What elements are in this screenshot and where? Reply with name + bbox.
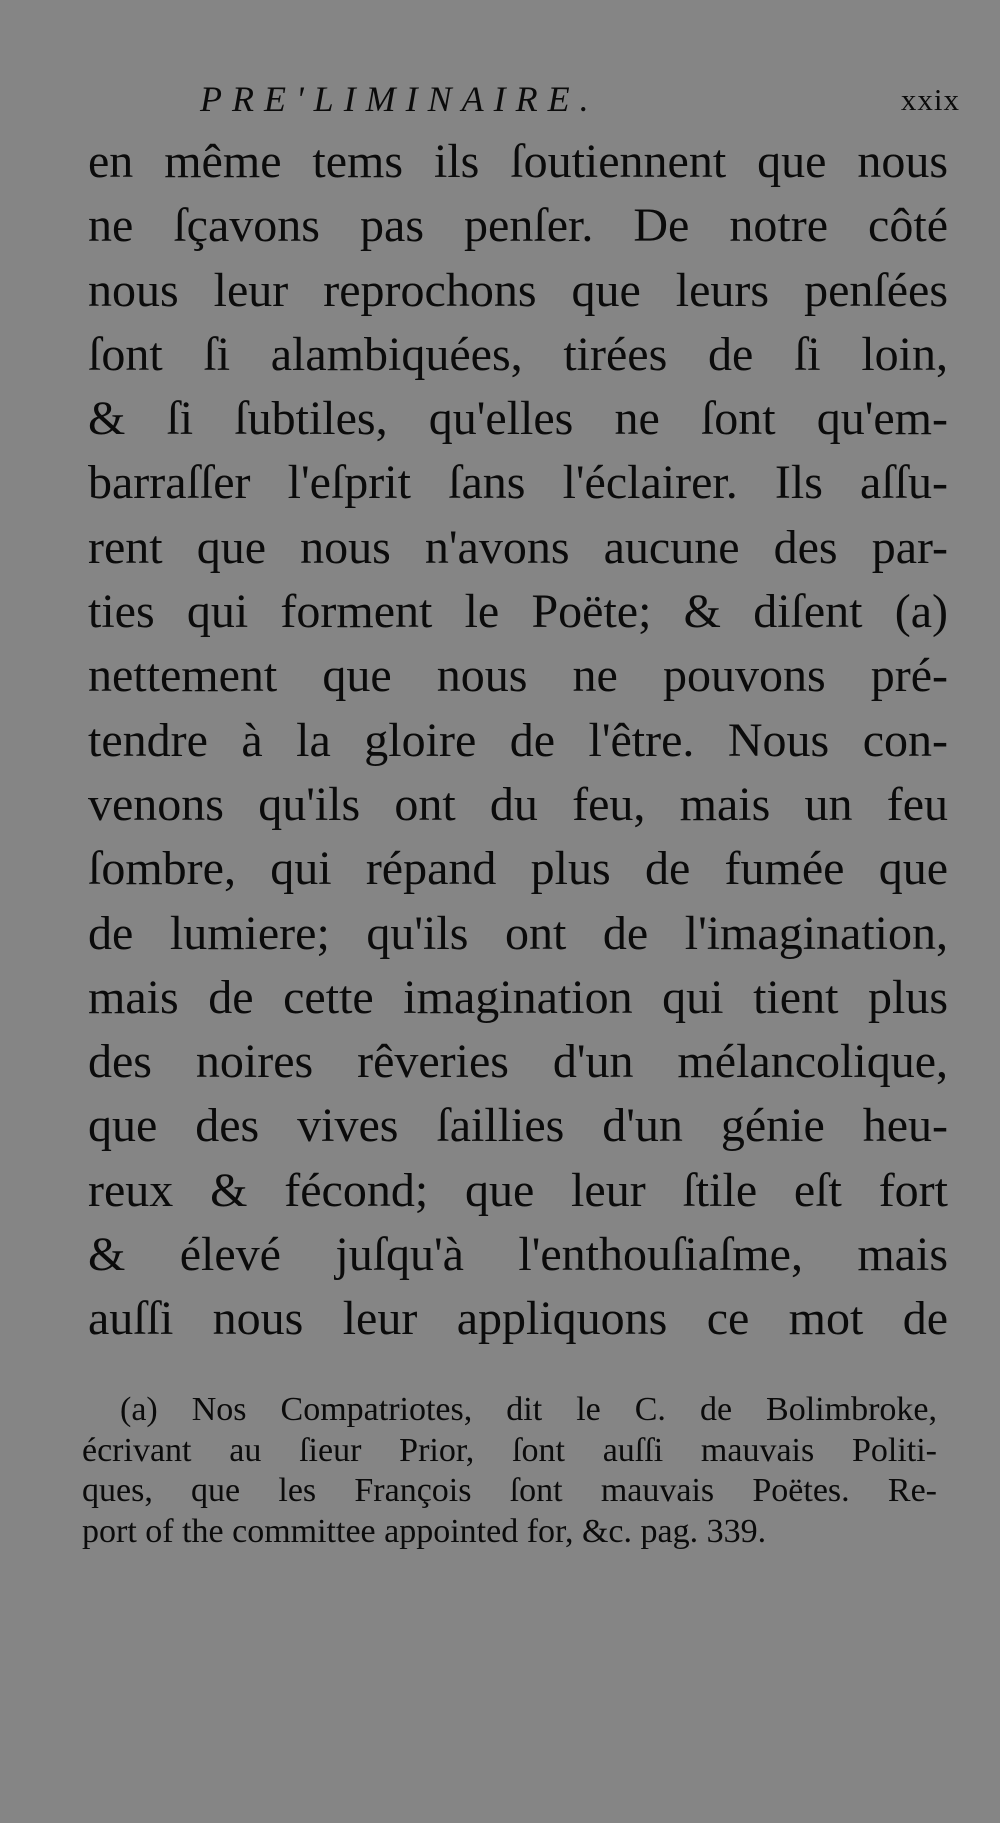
footnote-line: port of the committee appointed for, &c. pag. 339.: [82, 1512, 767, 1550]
text-line: reux & fécond; que leur ſtile eſt fort: [88, 1163, 948, 1217]
text-line: tendre à la gloire de l'être. Nous con-: [88, 713, 948, 767]
text-line: nous leur reprochons que leurs penſées: [88, 263, 948, 317]
footnote-line: écrivant au ſieur Prior, ſont auſſi mauvais Politi-: [82, 1431, 937, 1469]
footnote: [82, 1390, 937, 1552]
text-line: auſſi nous leur appliquons ce mot de: [88, 1292, 948, 1346]
text-line: des noires rêveries d'un mélancolique,: [88, 1035, 948, 1089]
text-line: ne ſçavons pas penſer. De notre côté: [88, 199, 948, 253]
text-line: venons qu'ils ont du feu, mais un feu: [88, 777, 948, 831]
footnote-line: (a) Nos Compatriotes, dit le C. de Bolimbroke,: [120, 1391, 937, 1428]
footnote-line: ques, que les François ſont mauvais Poëtes. Re-: [82, 1472, 937, 1509]
text-line: de lumiere; qu'ils ont de l'imagination,: [88, 906, 948, 960]
text-line: ſombre, qui répand plus de fumée que: [88, 842, 948, 896]
text-line: que des vives ſaillies d'un génie heu-: [88, 1099, 948, 1153]
main-text: [88, 130, 948, 1352]
text-line: ſont ſi alambiquées, tirées de ſi loin,: [88, 327, 948, 381]
text-line: & ſi ſubtiles, qu'elles ne ſont qu'em-: [88, 392, 948, 446]
text-line: mais de cette imagination qui tient plus: [88, 970, 948, 1024]
running-title: PRE'LIMINAIRE.: [200, 79, 599, 119]
page-number: xxix: [900, 82, 960, 117]
text-line: en même tems ils ſoutiennent que nous: [88, 135, 948, 188]
text-line: ties qui forment le Poëte; & diſent (a): [88, 585, 948, 639]
text-line: barraſſer l'eſprit ſans l'éclairer. Ils aſſu-: [88, 456, 948, 510]
text-line: & élevé juſqu'à l'enthouſiaſme, mais: [88, 1228, 948, 1282]
running-head: [200, 78, 960, 122]
text-line: rent que nous n'avons aucune des par-: [88, 520, 948, 574]
text-line: nettement que nous ne pouvons pré-: [88, 649, 948, 703]
